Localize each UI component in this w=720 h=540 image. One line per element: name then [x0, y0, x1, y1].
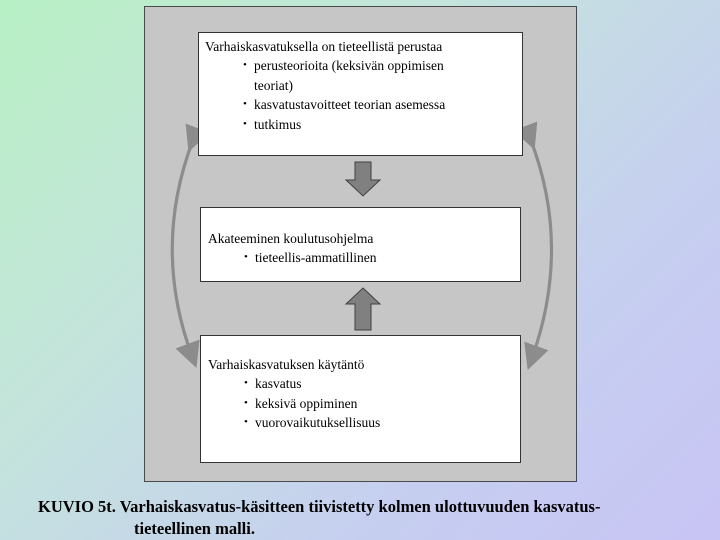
practice-list	[244, 374, 380, 433]
figure-caption	[38, 496, 600, 540]
academic-program-list	[244, 248, 376, 268]
list-item: • kasvatustavoitteet teorian asemessa	[243, 95, 445, 115]
scientific-basis-title: Varhaiskasvatuksella on tieteellistä perustaa	[205, 39, 443, 54]
list-item: • perusteorioita (keksivän oppimisen teoriat)	[243, 58, 444, 93]
bullet-icon: •	[243, 117, 247, 130]
list-item: • keksivä oppiminen	[244, 394, 380, 414]
bullet-icon: •	[243, 59, 247, 71]
bullet-icon: •	[243, 98, 247, 110]
list-item: • tieteellis-ammatillinen	[244, 248, 376, 268]
practice-title: Varhaiskasvatuksen käytäntö	[208, 357, 365, 372]
bullet-icon: •	[244, 416, 248, 428]
caption-line-2: tieteellinen malli.	[134, 519, 255, 538]
academic-program-title: Akateeminen koulutusohjelma	[208, 231, 374, 246]
bullet-icon: •	[244, 377, 248, 389]
list-item: • tutkimus	[243, 115, 445, 135]
bullet-icon: •	[244, 251, 248, 263]
academic-program-box	[200, 207, 521, 282]
caption-line-1: KUVIO 5t. Varhaiskasvatus-käsitteen tiivistetty kolmen ulottuvuuden kasvatus-	[38, 497, 601, 516]
bullet-icon: •	[244, 396, 248, 409]
practice-box	[200, 335, 521, 463]
list-item: • vuorovaikutuksellisuus	[244, 413, 380, 433]
scientific-basis-box	[198, 32, 523, 156]
list-item: • kasvatus	[244, 374, 380, 394]
scientific-basis-list	[243, 56, 445, 134]
